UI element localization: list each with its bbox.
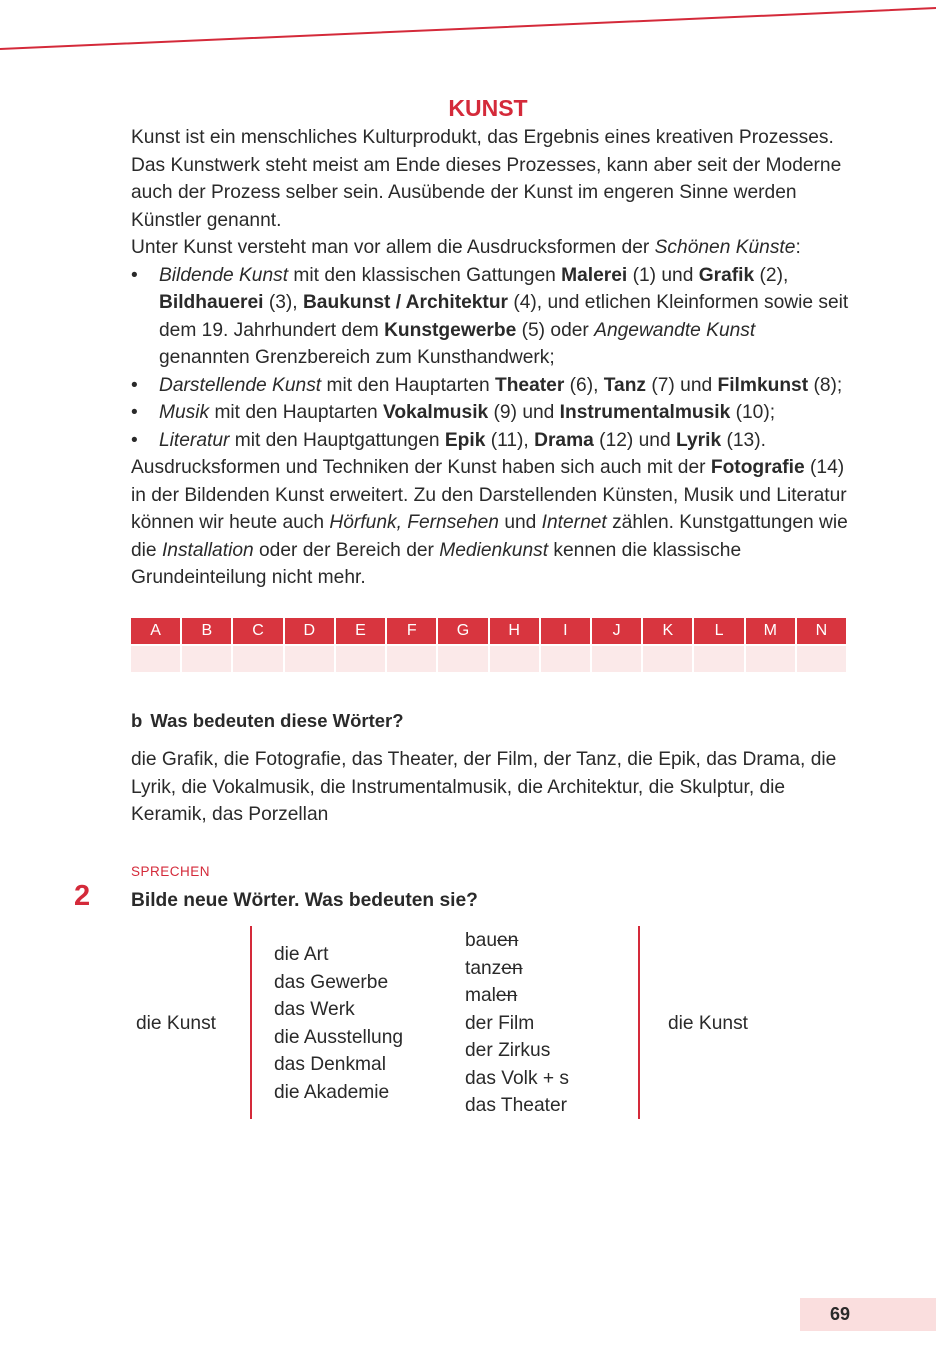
list-item bbox=[131, 372, 851, 400]
page-number-box bbox=[800, 1298, 936, 1331]
letter-cell bbox=[182, 618, 231, 672]
text-run: Baukunst / Architektur bbox=[302, 292, 509, 313]
page-number: 69 bbox=[829, 1304, 851, 1324]
text-run: Bildhauerei bbox=[159, 292, 264, 313]
text-run: Medienkunst bbox=[439, 539, 549, 561]
letter-cell bbox=[233, 618, 282, 672]
right-word bbox=[465, 1010, 569, 1038]
compound-right-words bbox=[465, 927, 569, 1120]
text-run: Darstellende Kunst bbox=[159, 374, 322, 396]
text-run: (5) oder bbox=[516, 319, 595, 341]
text-run: Ausdrucksformen und Techniken der Kunst haben sich auch mit der bbox=[131, 457, 711, 478]
text-run: (12) und bbox=[593, 429, 676, 451]
divider-line-left bbox=[250, 926, 252, 1119]
letter-cell bbox=[541, 618, 590, 672]
middle-word: das Denkmal bbox=[274, 1054, 386, 1075]
text-run: (3), bbox=[263, 292, 303, 313]
text-run: Epik bbox=[444, 429, 486, 451]
text-run: Musik bbox=[159, 402, 210, 423]
text-run: Vokalmusik bbox=[382, 402, 489, 423]
answer-field[interactable] bbox=[490, 646, 539, 672]
letter-cell bbox=[694, 618, 743, 672]
text-run: (11), bbox=[485, 429, 535, 451]
word-stem: der Zirkus bbox=[465, 1040, 551, 1061]
right-word bbox=[465, 955, 569, 983]
answer-field[interactable] bbox=[541, 646, 590, 672]
letter-cell bbox=[592, 618, 641, 672]
bullet-dot: • bbox=[131, 374, 138, 396]
right-word bbox=[465, 927, 569, 955]
letter-cell bbox=[387, 618, 436, 672]
middle-word: die Art bbox=[274, 944, 329, 965]
compound-left-word: die Kunst bbox=[136, 1013, 217, 1034]
word-stem: bau bbox=[465, 930, 498, 951]
bullet-dot: • bbox=[131, 429, 138, 451]
letter-label: N bbox=[797, 618, 846, 644]
letter-label: H bbox=[490, 618, 539, 644]
letter-cell bbox=[746, 618, 795, 672]
word-stem: das Theater bbox=[465, 1095, 568, 1116]
answer-letter-grid bbox=[131, 618, 846, 672]
text-run: kennen die klassische Grundeinteilung nicht mehr. bbox=[131, 539, 742, 588]
struck-ending: en bbox=[501, 957, 523, 979]
text-run: Angewandte Kunst bbox=[594, 319, 756, 341]
letter-label: M bbox=[746, 618, 795, 644]
letter-cell bbox=[285, 618, 334, 672]
middle-word: das Gewerbe bbox=[274, 971, 389, 993]
art-forms-list bbox=[131, 262, 851, 455]
compound-middle-words bbox=[274, 941, 403, 1106]
struck-ending: en bbox=[495, 985, 518, 1006]
answer-field[interactable] bbox=[643, 646, 692, 672]
text-run: Internet bbox=[541, 512, 607, 533]
letter-cell bbox=[336, 618, 385, 672]
answer-field[interactable] bbox=[387, 646, 436, 672]
letter-label: I bbox=[541, 618, 590, 644]
divider-line-right bbox=[638, 926, 640, 1119]
letter-label: G bbox=[438, 618, 487, 644]
text-run: (1) und bbox=[627, 264, 699, 286]
answer-field[interactable] bbox=[285, 646, 334, 672]
letter-cell bbox=[797, 618, 846, 672]
text-run: oder der Bereich der bbox=[253, 539, 440, 561]
answer-field[interactable] bbox=[131, 646, 180, 672]
letter-label: E bbox=[336, 618, 385, 644]
section-label: SPRECHEN bbox=[131, 864, 211, 879]
text-run: Bildende Kunst bbox=[159, 264, 289, 286]
compound-result-word: die Kunst bbox=[668, 1013, 749, 1034]
letter-cell bbox=[643, 618, 692, 672]
task-b-question: Was bedeuten diese Wörter? bbox=[150, 710, 404, 731]
text-run: (4), und etlichen Kleinformen sowie seit dem 19. Jahrhundert dem bbox=[159, 292, 849, 341]
answer-field[interactable] bbox=[797, 646, 846, 672]
text-run: (2), bbox=[754, 264, 789, 286]
text-run: Filmkunst bbox=[717, 374, 809, 396]
letter-cell bbox=[131, 618, 180, 672]
answer-field[interactable] bbox=[182, 646, 231, 672]
text-run: Instrumentalmusik bbox=[559, 402, 731, 423]
text-run: Tanz bbox=[603, 374, 647, 396]
task-b-heading bbox=[131, 707, 404, 735]
middle-word: das Werk bbox=[274, 999, 355, 1020]
intro-paragraph: Kunst ist ein menschliches Kulturprodukt, das Ergebnis eines kreativen Prozesses. Das Kunstwerk steht meist am Ende dieses Prozesses, kann aber seit der Moderne auch der Prozess selber sein. Ausübende der Kunst im engeren Sinne werden Künstler genannt. bbox=[131, 127, 842, 231]
answer-field[interactable] bbox=[233, 646, 282, 672]
text-run: Theater bbox=[494, 374, 565, 396]
text-run: (7) und bbox=[646, 374, 718, 396]
task-instruction: Bilde neue Wörter. Was bedeuten sie? bbox=[131, 890, 478, 911]
bullet-dot: • bbox=[131, 402, 138, 423]
answer-field[interactable] bbox=[746, 646, 795, 672]
text-run: Hörfunk, Fernsehen bbox=[329, 512, 499, 533]
text-run: (9) und bbox=[488, 402, 560, 423]
letter-label: B bbox=[182, 618, 231, 644]
text-run: mit den Hauptarten bbox=[209, 402, 383, 423]
intro-paragraph-2: Unter Kunst versteht man vor allem die Ausdrucksformen der Schönen Künste: bbox=[131, 237, 801, 258]
answer-field[interactable] bbox=[592, 646, 641, 672]
letter-label: C bbox=[233, 618, 282, 644]
list-item bbox=[131, 427, 851, 455]
header-rule bbox=[0, 0, 936, 60]
list-item bbox=[131, 399, 851, 427]
text-run: und bbox=[498, 512, 542, 533]
letter-label: F bbox=[387, 618, 436, 644]
page-title: KUNST bbox=[448, 95, 528, 121]
letter-cell bbox=[438, 618, 487, 672]
text-run: mit den klassischen Gattungen bbox=[288, 264, 562, 286]
word-stem: mal bbox=[465, 985, 496, 1006]
answer-field[interactable] bbox=[694, 646, 743, 672]
word-stem: das Volk + s bbox=[465, 1067, 569, 1089]
text-run: (13). bbox=[721, 429, 766, 451]
text-run: Fotografie bbox=[710, 457, 805, 478]
letter-label: L bbox=[694, 618, 743, 644]
article-text bbox=[131, 124, 851, 592]
text-run: zählen. Kunstgattungen wie die bbox=[131, 512, 848, 561]
text-run: (6), bbox=[564, 374, 604, 396]
letter-label: K bbox=[643, 618, 692, 644]
middle-word: die Ausstellung bbox=[274, 1026, 404, 1048]
text-run: (14) in der Bildenden Kunst erweitert. Zu den Darstellenden Künsten, Musik und Literatur können wir heute auch bbox=[131, 457, 847, 533]
right-word bbox=[465, 1065, 569, 1093]
text-run: Drama bbox=[534, 429, 594, 451]
answer-field[interactable] bbox=[438, 646, 487, 672]
middle-word: die Akademie bbox=[274, 1081, 390, 1103]
letter-label: D bbox=[285, 618, 334, 644]
text-run: Grafik bbox=[698, 264, 755, 286]
list-item bbox=[131, 262, 851, 372]
text-run: (10); bbox=[730, 402, 776, 423]
word-stem: tanz bbox=[465, 957, 502, 979]
letter-cell bbox=[490, 618, 539, 672]
task-b-word-list: die Grafik, die Fotografie, das Theater, der Film, der Tanz, die Epik, das Drama, die Lyrik, die Vokalmusik, die Instrumentalmusik, die Architektur, die Skulptur, die Keramik, das Porzellan bbox=[131, 749, 837, 825]
word-stem: der Film bbox=[465, 1012, 535, 1034]
text-run: Malerei bbox=[561, 264, 628, 286]
text-run: (8); bbox=[808, 374, 843, 396]
text-run: Lyrik bbox=[675, 429, 722, 451]
text-run: Installation bbox=[161, 539, 254, 561]
task-number: 2 bbox=[74, 880, 91, 912]
right-word bbox=[465, 1037, 569, 1065]
answer-field[interactable] bbox=[336, 646, 385, 672]
task-b-letter: b bbox=[131, 710, 143, 731]
text-run: mit den Hauptarten bbox=[321, 374, 495, 396]
text-run: genannten Grenzbereich zum Kunsthandwerk; bbox=[159, 347, 555, 368]
text-run: mit den Hauptgattungen bbox=[229, 429, 445, 451]
bullet-dot: • bbox=[131, 264, 138, 286]
letter-label: J bbox=[592, 618, 641, 644]
right-word bbox=[465, 1092, 569, 1120]
letter-label: A bbox=[131, 618, 180, 644]
text-run: Kunstgewerbe bbox=[384, 319, 517, 341]
right-word bbox=[465, 982, 569, 1010]
text-run: Literatur bbox=[159, 429, 230, 451]
struck-ending: en bbox=[497, 930, 519, 951]
closing-paragraph bbox=[131, 454, 851, 592]
